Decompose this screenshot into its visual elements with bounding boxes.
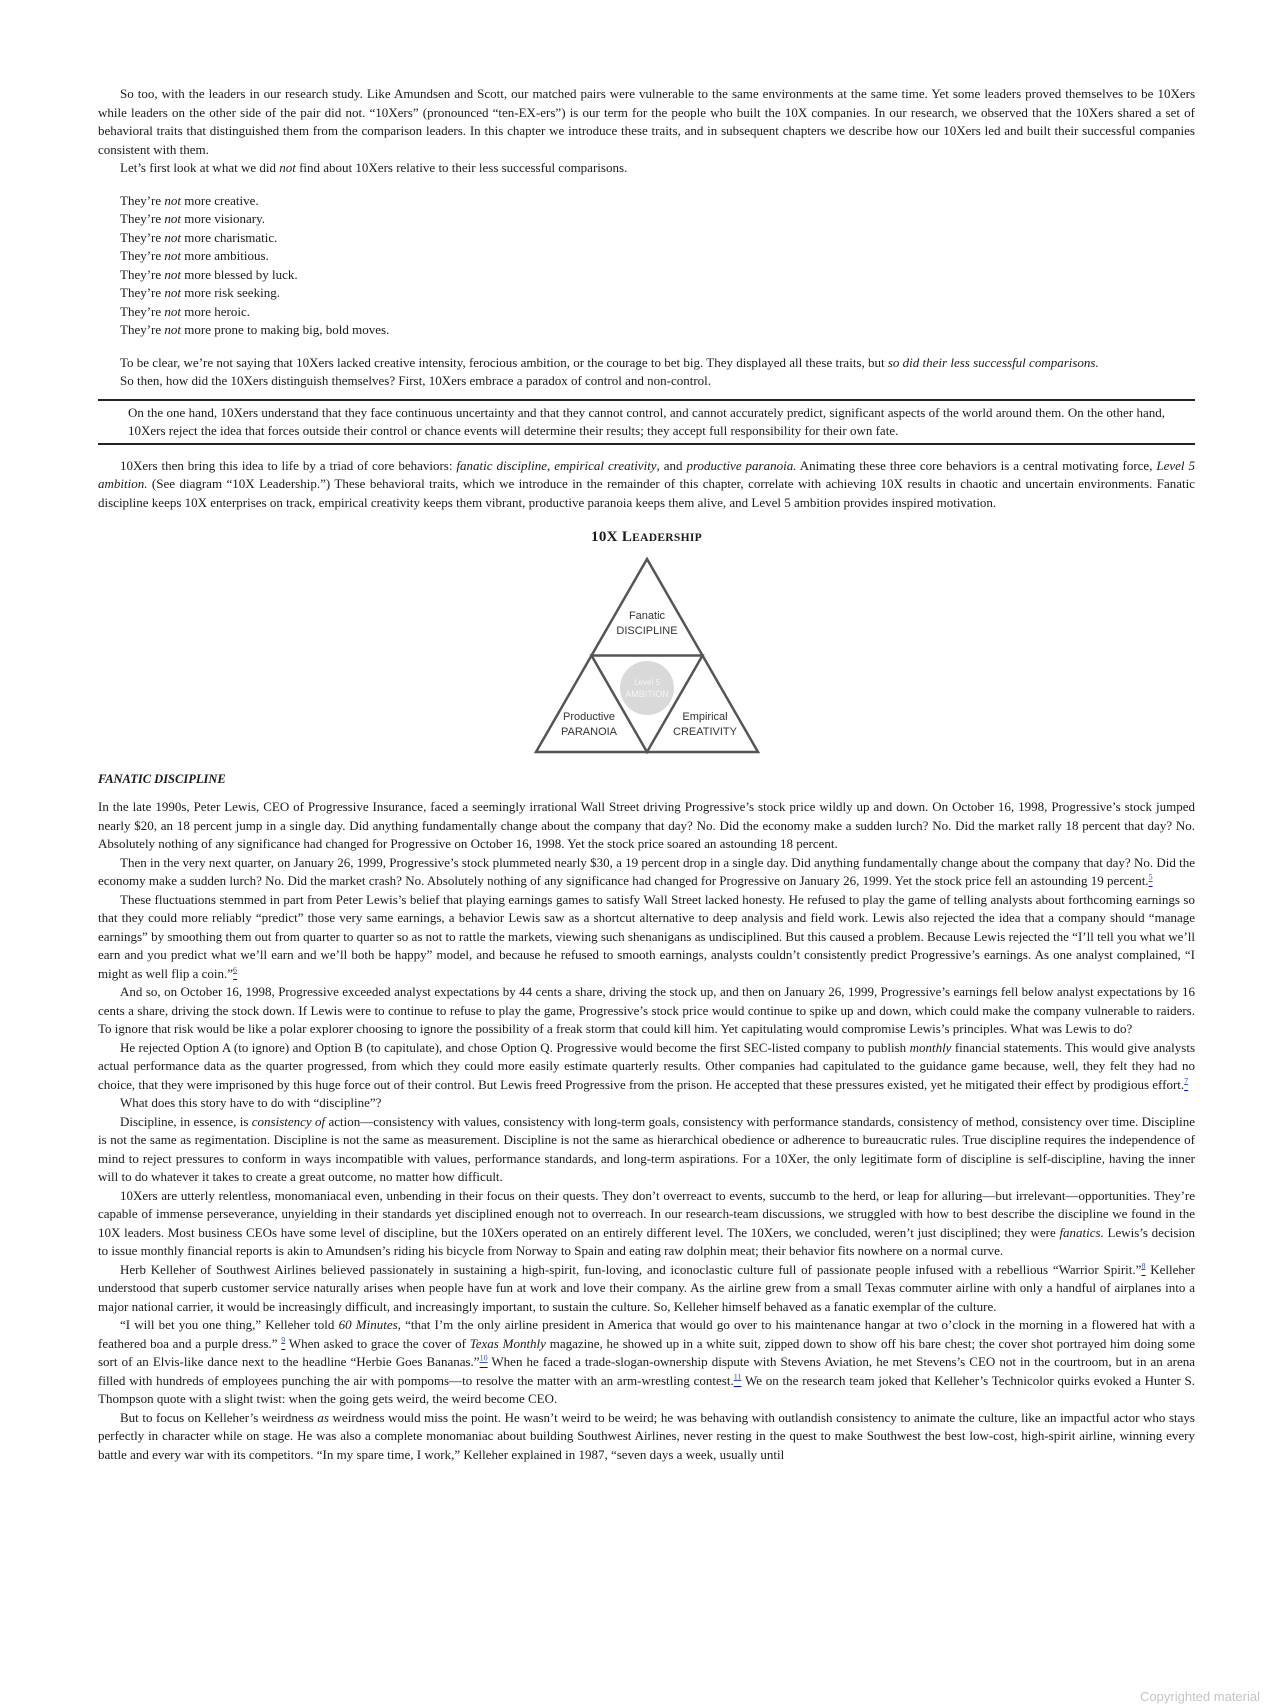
footnote-link[interactable]: 9 xyxy=(281,1335,286,1345)
list-item: They’re not more ambitious. xyxy=(120,248,269,263)
body-paragraph: What does this story have to do with “discipline”? xyxy=(120,1095,382,1110)
paragraph-triad: 10Xers then bring this idea to life by a triad of core behaviors: fanatic discipline, empirical creativity, and productive paranoia. Animating these three core behaviors is a central motivating force, Level 5 ambition. (See diagram “10X Leadership.”) These behavioral traits, which we introduce in the remainder of this chapter, correlate with achieving 10X results in chaotic and uncertain environments. Fanatic discipline keeps 10X enterprises on track, empirical creativity keeps them vibrant, productive paranoia keeps them alive, and Level 5 ambition provides inspired motivation. xyxy=(98,457,1195,510)
page-content xyxy=(98,85,1195,1464)
paragraph-to-be-clear: To be clear, we’re not saying that 10Xers lacked creative intensity, ferocious ambition, or the courage to bet big. They displayed all these traits, but so did their less successful comparisons. xyxy=(120,354,1099,370)
body-paragraph: But to focus on Kelleher’s weirdness as weirdness would miss the point. He wasn’t weird to be weird; he was behaving with outlandish consistency to animate the culture, like an impactful actor who stays perfectly in character while on stage. He was also a complete monomaniac about building Southwest Airlines, never resting in the quest to make Southwest the best low-cost, high-spirit airline, winning every battle and every war with its competitors. “In my spare time, I work,” Kelleher explained in 1987, “seven days a week, usually until xyxy=(98,1409,1195,1462)
list-item: They’re not more creative. xyxy=(120,192,259,208)
left-label-line1: Productive xyxy=(562,710,615,723)
list-item: They’re not more risk seeking. xyxy=(120,285,280,300)
center-circle xyxy=(620,661,674,715)
body-paragraph: In the late 1990s, Peter Lewis, CEO of Progressive Insurance, faced a seemingly irrational Wall Street driving Progressive’s stock price wildly up and down. On October 16, 1998, Progressive’s stock jumped nearly $20, an 18 percent jump in a single day. Did anything fundamentally change about the company that day? No. Did the economy make a sudden lurch? No. Did the market rally 18 percent that day? No. Absolutely nothing of any significance had changed for Progressive on October 16, 1998. Yet the stock price soared an astounding 18 percent. xyxy=(98,799,1195,851)
footnote-link[interactable]: 8 xyxy=(1141,1261,1146,1271)
body-paragraph: Discipline, in essence, is consistency of action—consistency with values, consistency with long-term goals, consistency with performance standards, consistency of method, consistency over time. Discipline is not the same as regimentation. Discipline is not the same as measurement. Discipline is not the same as hierarchical obedience or adherence to bureaucratic rules. True discipline requires the independence of mind to reject pressures to conform in ways incompatible with values, performance standards, and long-term aspirations. For a 10Xer, the only legitimate form of discipline is self-discipline, having the inner will to do whatever it takes to create a great outcome, no matter how difficult. xyxy=(98,1113,1195,1184)
not-traits-list xyxy=(120,192,1195,340)
footnote-link[interactable]: 11 xyxy=(733,1372,742,1382)
footnote-link[interactable]: 5 xyxy=(1148,872,1153,882)
section-heading: FANATIC DISCIPLINE xyxy=(98,771,226,786)
list-item: They’re not more prone to making big, bold moves. xyxy=(120,322,390,337)
list-item: They’re not more heroic. xyxy=(120,303,250,319)
callout-box xyxy=(98,399,1195,445)
body-paragraph: 10Xers are utterly relentless, monomaniacal even, unbending in their focus on their quests. They don’t overreact to events, succumb to the herd, or leap for alluring—but irrelevant—opportunities. They’re capable of immense perseverance, unyielding in their standards yet disciplined enough not to overreach. In our research-team discussions, we struggled with how to best describe the discipline we found in the 10X leaders. Most business CEOs have some level of discipline, but the 10Xers operated on an entirely different level. The 10Xers, we concluded, weren’t just disciplined; they were fanatics. Lewis’s decision to issue monthly financial reports is akin to Amundsen’s riding his bicycle from Norway to Spain and eating raw dolphin meat; their behavior fits nowhere on a normal curve. xyxy=(98,1187,1196,1258)
list-item: They’re not more visionary. xyxy=(120,211,266,226)
footnote-link[interactable]: 10 xyxy=(479,1353,488,1363)
footnote-link[interactable]: 7 xyxy=(1184,1076,1189,1086)
callout-text: On the one hand, 10Xers understand that they face continuous uncertainty and that they cannot control, and cannot accurately predict, significant aspects of the world around them. On the other hand, 10Xers reject the idea that forces outside their control or chance events will determine their results; they accept full responsibility for their own fate. xyxy=(128,404,1165,438)
body-paragraph: These fluctuations stemmed in part from Peter Lewis’s belief that playing earnings games to satisfy Wall Street lacked honesty. He refused to play the game of telling analysts about forthcoming earnings so that they could more reliably “predict” those very same earnings, a behavior Lewis saw as a shortcut alternative to deep analysis and field work. Lewis also rejected the idea that a company should “manage earnings” by smoothing them out from quarter to quarter so as not to rattle the markets, viewing such shenanigans as undisciplined. But this caused a problem. Because Lewis rejected the “I’ll tell you what we’ll earn and you predict what we’ll earn and we’ll both be happy” model, and because he refused to smooth earnings, analysts couldn’t consistently predict Progressive’s earnings. As one analyst complained, “I might as well flip a coin.”$^6$ xyxy=(98,891,1195,981)
paragraph-first-look: Let’s first look at what we did not find about 10Xers relative to their less successful comparisons. xyxy=(120,160,628,175)
top-label-line1: Fanatic xyxy=(628,609,665,622)
10x-leadership-diagram xyxy=(532,554,762,754)
body-paragraph: Then in the very next quarter, on January 26, 1999, Progressive’s stock plummeted nearly $30, a 19 percent drop in a single day. Did anything fundamentally change about the company that day? No. Did the economy make a sudden lurch? No. Did the market crash? No. Absolutely nothing of any significance had changed for Progressive on January 26, 1999. Yet the stock price fell an astounding 19 percent.$^5$ xyxy=(98,854,1195,888)
figure-title: 10X LEADERSHIP xyxy=(591,529,702,545)
center-label-line2: AMBITION xyxy=(624,688,669,699)
left-label-line2: PARANOIA xyxy=(560,725,617,738)
body-paragraph: Herb Kelleher of Southwest Airlines believed passionately in sustaining a high-spirit, fun-loving, and iconoclastic culture full of passionate people infused with a rebellious “Warrior Spirit.”$^8$ Kelleher understood that superb customer service naturally arises when people have fun at work and love their company. As the airline grew from a small Texas commuter airline with only a handful of airplanes into a major national carrier, it would be increasingly difficult, and increasingly important, to sustain the culture. So, Kelleher himself behaved as a fanatic exemplar of the culture. xyxy=(98,1261,1195,1314)
top-label-line2: DISCIPLINE xyxy=(615,624,678,637)
right-label-line1: Empirical xyxy=(681,710,728,723)
paragraph-so-then: So then, how did the 10Xers distinguish themselves? First, 10Xers embrace a paradox of control and non-control. xyxy=(120,373,712,388)
copyright-footer: Copyrighted material xyxy=(1140,1689,1260,1704)
body-paragraph: “I will bet you one thing,” Kelleher told 60 Minutes, “that I’m the only airline president in America that would go over to his maintenance hangar at two o’clock in the morning in a flowered hat with a feathered boa and a purple dress.” $^9$ When asked to grace the cover of Texas Monthly magazine, he showed up in a white suit, zipped down to show off his bare chest; the cover shot portrayed him doing some sort of an Elvis-like dance next to the headline “Herbie Goes Bananas.”$^{10}$ When he faced a trade-slogan-ownership dispute with Stevens Aviation, he met Stevens’s CEO not in the courtroom, but in an arena filled with hundreds of employees punching the air with pompoms—to resolve the matter with an arm-wrestling contest.$^{11}$ We on the research team joked that Kelleher’s Technicolor quirks evoked a Hunter S. Thompson quote with a slight twist: when the going gets weird, the weird become CEO. xyxy=(98,1317,1196,1406)
paragraph-matched-pairs: So too, with the leaders in our research study. Like Amundsen and Scott, our matched pairs were vulnerable to the same environments at the same time. Yet some leaders proved themselves to be 10Xers while leaders on the other side of the pair did not. “10Xers” (pronounced “ten-EX-ers”) is our term for the people who built the 10X companies. In our research, we observed that the 10Xers shared a set of behavioral traits that distinguished them from the comparison leaders. In this chapter we introduce these traits, and in subsequent chapters we describe how our 10Xers led and built their successful companies consistent with them. xyxy=(98,86,1195,157)
body-paragraph: He rejected Option A (to ignore) and Option B (to capitulate), and chose Option Q. Progressive would become the first SEC-listed company to publish monthly financial statements. This would give analysts actual performance data as the quarter progressed, from which they could more easily estimate quarterly results. Other companies had capitulated to the guidance game because, well, they felt they had no choice, that they were imprisoned by this huge force out of their control. But Lewis freed Progressive from the prison. He accepted that these pressures existed, yet he mitigated their effect by prodigious effort.$^7$ xyxy=(98,1039,1195,1092)
center-label-line1: Level 5 xyxy=(633,677,660,687)
footnote-link[interactable]: 6 xyxy=(233,965,238,975)
body-paragraph: And so, on October 16, 1998, Progressive exceeded analyst expectations by 44 cents a share, driving the stock up, and then on January 26, 1999, Progressive’s earnings fell below analyst expectations by 16 cents a share, driving the stock down. If Lewis were to continue to refuse to play the game, Progressive’s stock price would continue to spike up and down, which could make the company vulnerable to raiders. To ignore that risk would be like a polar explorer choosing to ignore the possibility of a freak storm that could kill him. Yet capitulating would compromise Lewis’s principles. What was Lewis to do? xyxy=(98,984,1195,1036)
list-item: They’re not more blessed by luck. xyxy=(120,266,298,282)
list-item: They’re not more charismatic. xyxy=(120,229,278,245)
right-label-line2: CREATIVITY xyxy=(672,725,737,738)
